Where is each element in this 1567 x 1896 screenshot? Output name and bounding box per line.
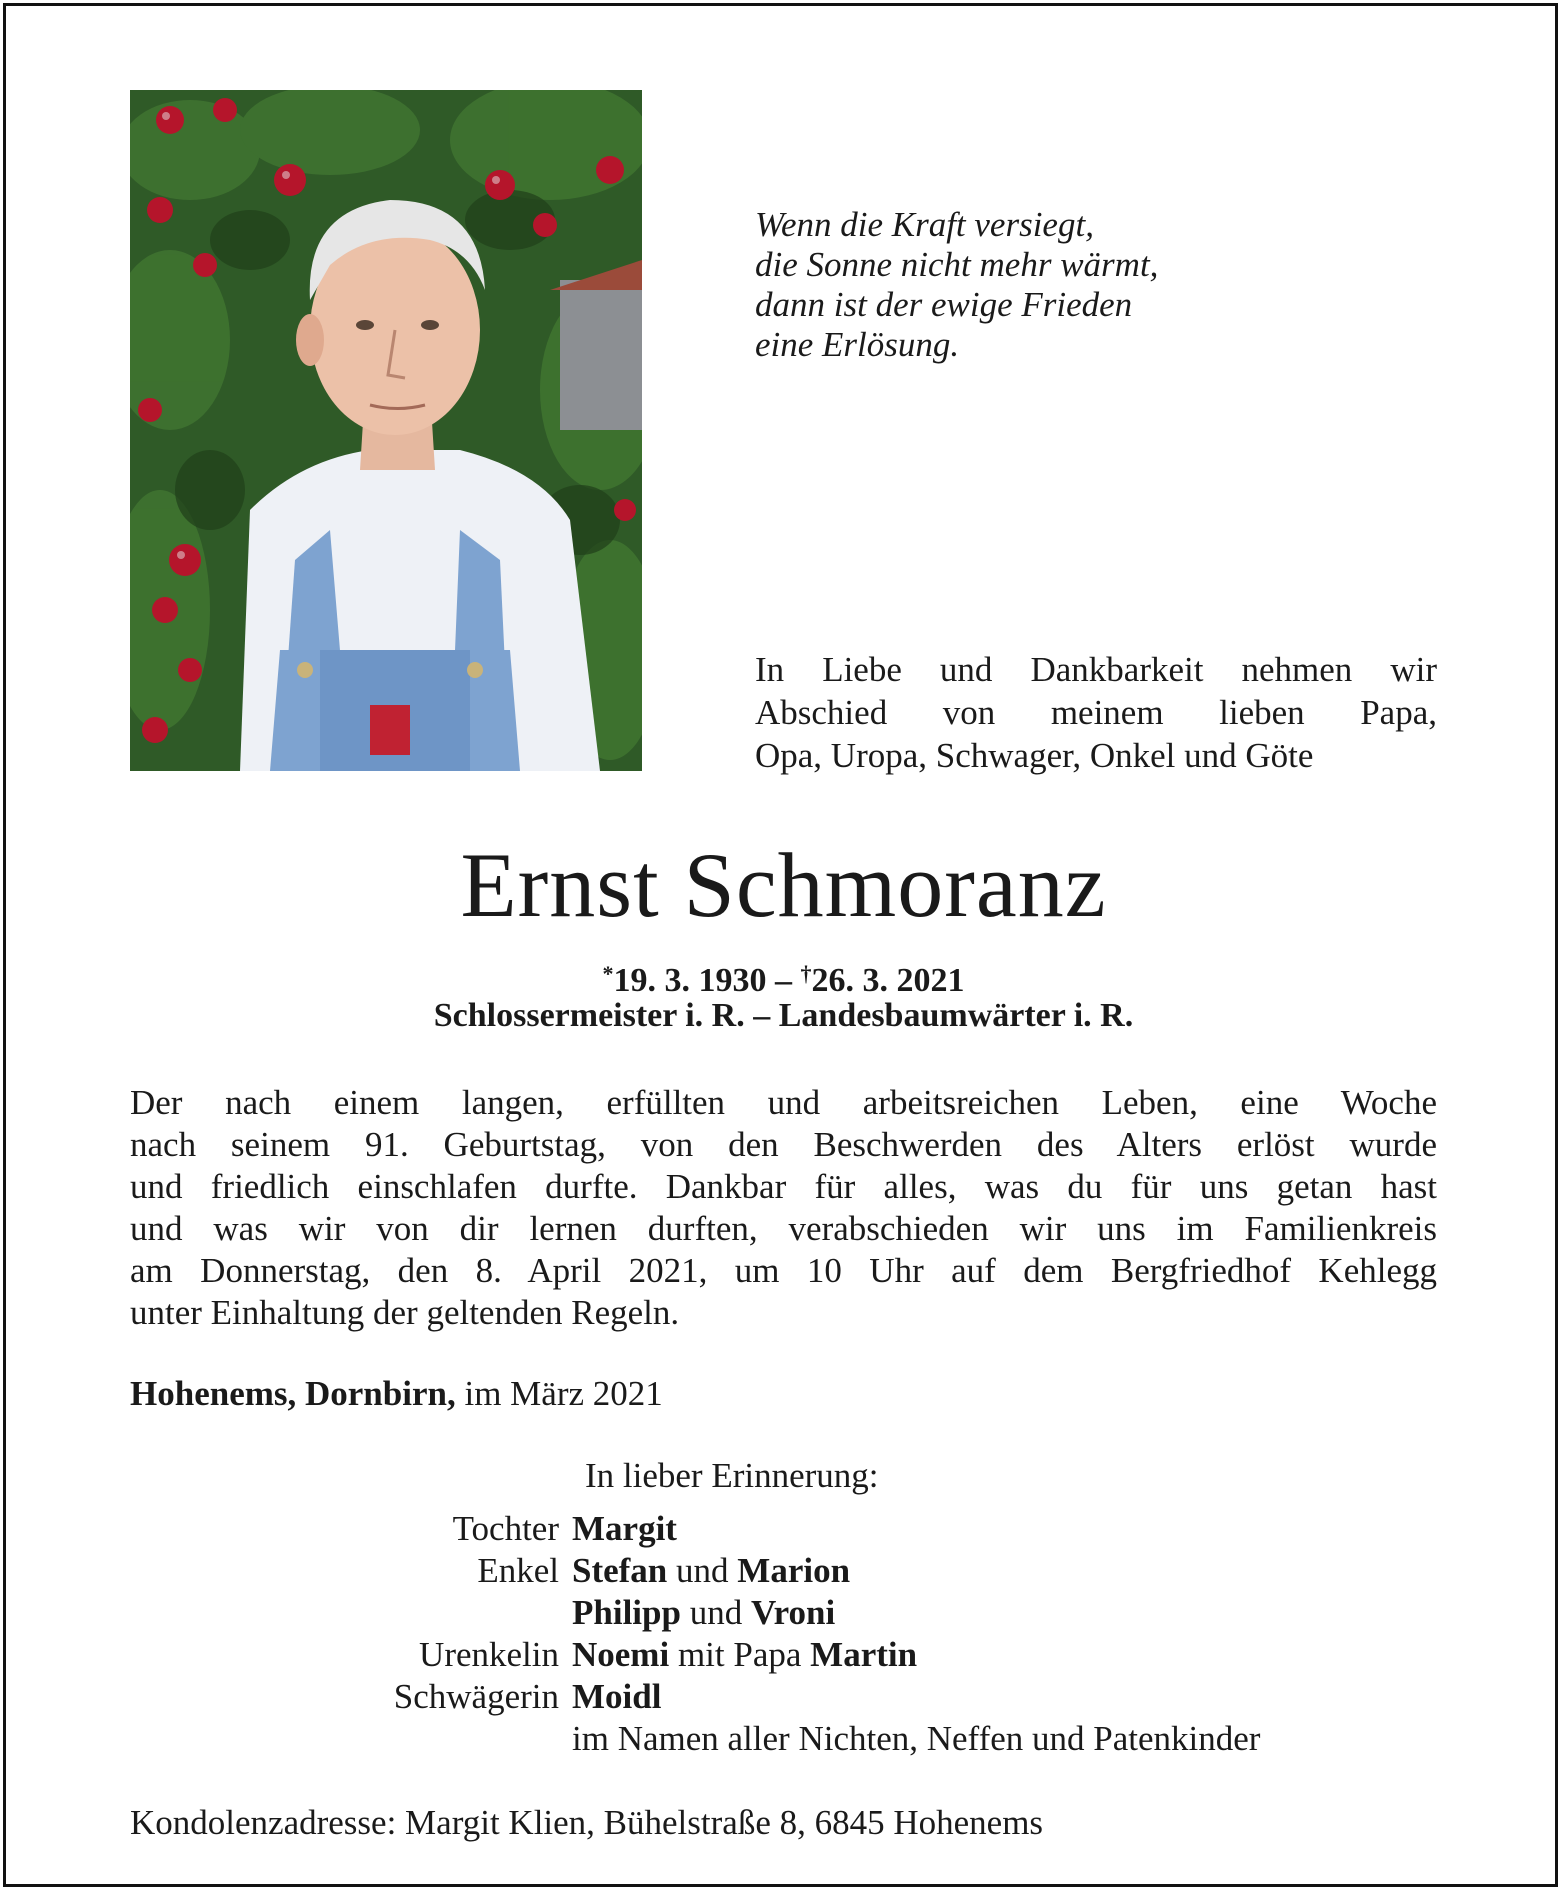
body-text: [130, 1082, 1437, 1334]
family-role: Urenkelin: [419, 1635, 559, 1674]
family-row: [130, 1508, 1450, 1550]
family-role: [130, 1592, 572, 1634]
portrait-illustration: [130, 90, 642, 771]
poem-line: dann ist der ewige Frieden: [755, 285, 1133, 324]
poem-line: Wenn die Kraft versiegt,: [755, 205, 1094, 244]
intro-line: In Liebe und Dankbarkeit nehmen wir: [755, 650, 1437, 689]
family-names: [572, 1718, 1260, 1760]
body-line: am Donnerstag, den 8. April 2021, um 10 Uhr auf dem Bergfriedhof Kehlegg: [130, 1251, 1437, 1290]
family-list: [130, 1508, 1450, 1760]
family-name: Noemi: [572, 1635, 670, 1674]
intro-line: Abschied von meinem lieben Papa,: [755, 693, 1437, 732]
family-name: Marion: [737, 1551, 851, 1590]
family-names: [572, 1592, 835, 1634]
deceased-name: Ernst Schmoranz: [460, 834, 1107, 936]
family-role: Enkel: [477, 1551, 559, 1590]
portrait-photo: [130, 90, 642, 771]
birth-symbol: *: [602, 961, 614, 986]
family-role: Tochter: [452, 1509, 559, 1548]
body-line: unter Einhaltung der geltenden Regeln.: [130, 1293, 680, 1332]
family-names: [572, 1550, 850, 1592]
family-role: Schwägerin: [393, 1677, 559, 1716]
family-conj: im Namen aller Nichten, Neffen und Patenkinder: [572, 1719, 1261, 1758]
poem: [755, 205, 1435, 365]
poem-line: die Sonne nicht mehr wärmt,: [755, 245, 1159, 284]
intro-line: Opa, Uropa, Schwager, Onkel und Göte: [755, 736, 1314, 775]
body-line: Der nach einem langen, erfüllten und arbeitsreichen Leben, eine Woche: [130, 1083, 1437, 1122]
memory-heading: In lieber Erinnerung:: [585, 1456, 879, 1495]
family-name: Martin: [810, 1635, 918, 1674]
family-conj: und: [680, 1593, 751, 1632]
family-names: [572, 1634, 917, 1676]
body-line: und was wir von dir lernen durften, verabschieden wir uns im Familienkreis: [130, 1209, 1437, 1248]
family-row: [130, 1634, 1450, 1676]
family-name: Moidl: [572, 1677, 662, 1716]
place-date: [130, 1373, 663, 1415]
death-symbol: †: [800, 961, 812, 986]
family-name: Margit: [572, 1509, 677, 1548]
body-line: und friedlich einschlafen durfte. Dankbar für alles, was du für uns getan hast: [130, 1167, 1437, 1206]
birth-date: 19. 3. 1930: [613, 962, 767, 999]
poem-line: eine Erlösung.: [755, 325, 960, 364]
family-row: [130, 1718, 1450, 1760]
places: Hohenems, Dornbirn,: [130, 1374, 456, 1413]
family-row: [130, 1676, 1450, 1718]
family-role: [130, 1718, 572, 1760]
date-text: im März 2021: [455, 1374, 663, 1413]
death-date: 26. 3. 2021: [811, 962, 965, 999]
date-separator: –: [766, 962, 801, 999]
profession: Schlossermeister i. R. – Landesbaumwärter i. R.: [433, 997, 1134, 1034]
family-conj: mit Papa: [669, 1635, 811, 1674]
intro-text: [755, 648, 1437, 777]
family-row: [130, 1592, 1450, 1634]
family-row: [130, 1550, 1450, 1592]
family-conj: und: [667, 1551, 738, 1590]
condolence-address: Kondolenzadresse: Margit Klien, Bühelstraße 8, 6845 Hohenems: [130, 1803, 1044, 1842]
family-name: Vroni: [750, 1593, 836, 1632]
family-name: Philipp: [572, 1593, 681, 1632]
family-names: [572, 1508, 677, 1550]
body-line: nach seinem 91. Geburtstag, von den Beschwerden des Alters erlöst wurde: [130, 1125, 1437, 1164]
family-name: Stefan: [572, 1551, 668, 1590]
family-names: [572, 1676, 661, 1718]
